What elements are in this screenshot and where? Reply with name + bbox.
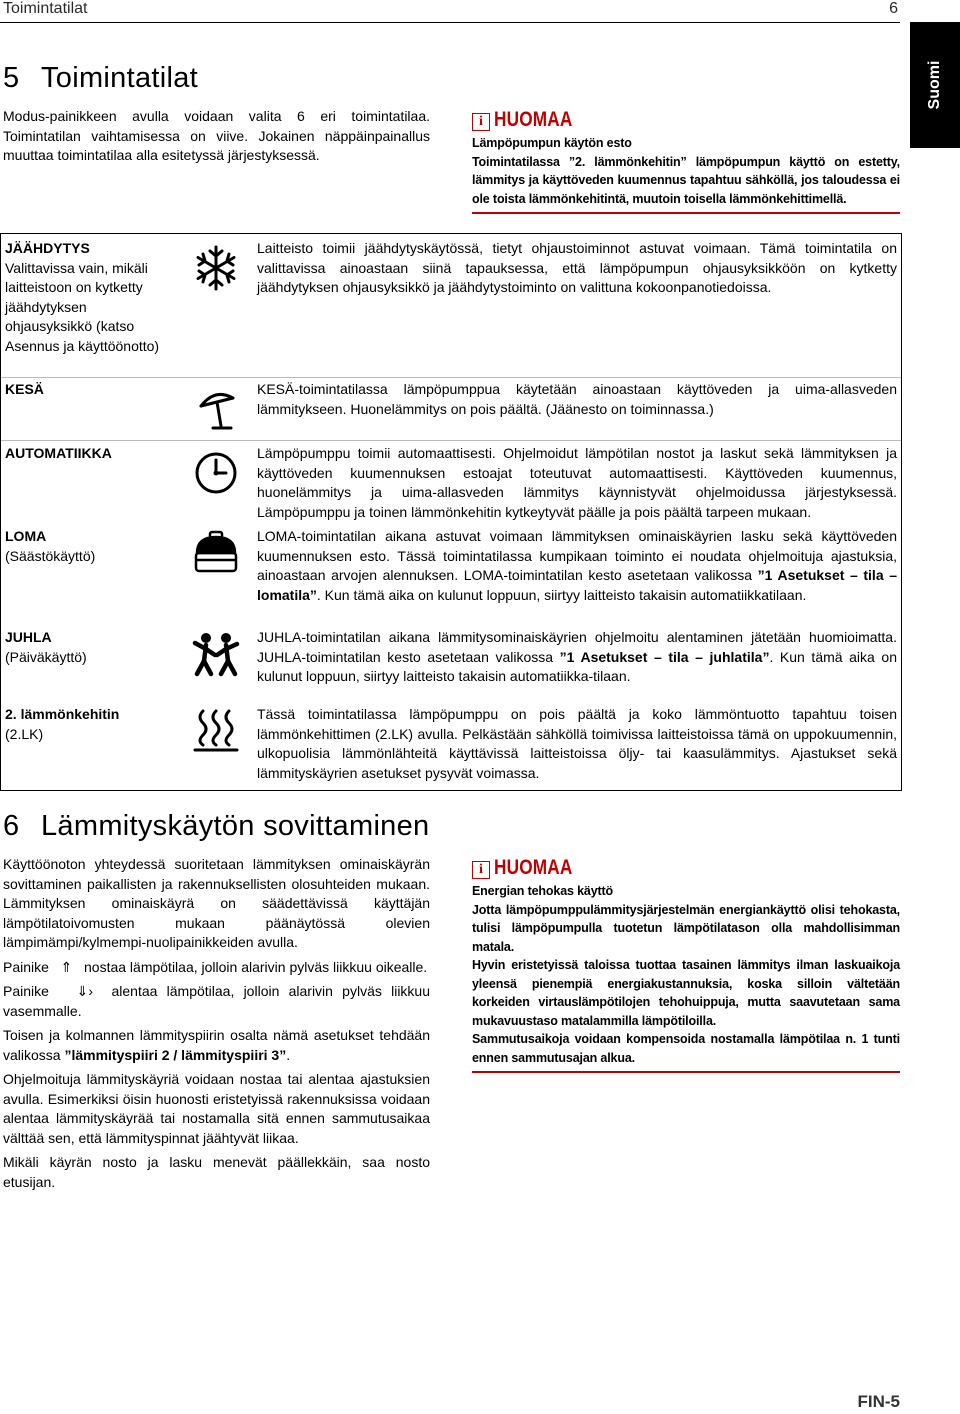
note-energy-efficiency [472,856,900,1073]
running-header [0,0,900,23]
note-body [472,134,900,214]
parasol-icon [191,384,241,434]
mode-title: KESÄ [5,381,44,397]
mode-name [5,444,175,464]
mode-title: 2. lämmönkehitin [5,706,120,722]
menu-path: ”lämmityspiiri 2 / lämmityspiiri 3” [64,1046,287,1063]
text: Toisen ja kolmannen lämmityspiirin osalta nämä asetukset tehdään valikossa [3,1027,430,1063]
mode-name [5,705,175,744]
mode-description [257,628,897,687]
section-6-heading [3,810,429,843]
note-text: Toimintatilassa ”2. lämmönkehitin” lämpöpumpun käyttö on estetty, lämmitys ja käyttöveden kuumennus tapahtuu sähköllä, jos taloudessa ei ole toista lämmönkehitintä, muutoin toisella lämmönkehittimellä. [472,154,900,206]
language-label: Suomi [926,60,943,110]
mode-name [5,239,175,356]
text: alentaa lämpötilaa, jolloin alarivin pylväs liikkuu vasemmalle. [3,983,430,1019]
mode-subtitle: (Säästökäyttö) [5,547,96,564]
mode-description: KESÄ-toimintatilassa lämpöpumppua käytetään ainoastaan käyttöveden ja uima-allasveden lämmitykseen. Huonelämmitys on pois päältä. (Jäänesto on toiminnassa.) [257,381,897,417]
section-6-title: Lämmityskäytön sovittaminen [41,810,430,842]
paragraph: Käyttöönoton yhteydessä suoritetaan lämmityksen ominaiskäyrän sovittaminen paikallisten ja rakennuksellisten olosuhteiden mukaan. Lämmityksen ominaiskäyrä on säädettävissä käyttäjän lämpötilatoivomusten mukaan päänäytössä olevien lämpimämpi/kylmempi-nuolipainikkeiden avulla. [3,856,430,950]
mode-description: Laitteisto toimii jäähdytyskäytössä, tietyt ohjaustoiminnot astuvat voimaan. Tämä toimintatila on valittavissa ainoastaan siinä tapauksessa, että lämpöpumpun ohjausyksikköön on kytketty jäähdytyksen ohjausyksikkö ja jäähdytystoiminto on valittuna kokoonpanotiedoissa. [257,240,897,295]
row-divider [1,377,901,378]
text: Painike [3,983,49,999]
section-5-number: 5 [3,62,20,94]
text: nostaa lämpötilaa, jolloin alarivin pylväs liikkuu oikealle. [84,958,428,975]
note-header [472,108,900,134]
note-operating-block [472,108,900,214]
mode-title: JUHLA [5,629,52,645]
heat-waves-icon [191,705,241,755]
section-6-text [3,855,430,1192]
note-label: HUOMAA [494,108,573,131]
note-text: Sammutusaikoja voidaan kompensoida nostamalla lämpötilaa n. 1 tunti ennen sammutusajan alkua. [472,1032,900,1065]
mode-title: AUTOMATIIKKA [5,445,112,461]
warmer-arrow-icon: ⇑ [60,958,73,975]
mode-description: Tässä toimintatilassa lämpöpumppu on pois päältä ja koko lämmöntuotto tapahtuu toisen lämmönkehittimen (2.LK) avulla. Pelkästään sähköllä toimivissa laitteistoissa tämä on uppokuumennin, ulkopuolisia lämmönlähteitä käyttävissä laitteistoissa öljy- tai kaasulämmitys. Ajastukset sekä lämmityskäyrien asetukset pysyvät voimassa. [257,706,897,781]
mode-description-part: . Kun tämä aika on kulunut loppuun, siirtyy laitteisto takaisin automatiikka-tilaan. [257,648,897,684]
mode-description [257,527,897,605]
row-divider [1,440,901,441]
note-text: Jotta lämpöpumppulämmitysjärjestelmän energiankäyttö olisi tehokasta, tulisi lämpöpumpulla tuotetun lämpötilatason olla mahdollisimman matala. [472,902,900,954]
info-icon: i [472,861,490,879]
section-5-heading [3,62,198,95]
section-5-intro: Modus-painikkeen avulla voidaan valita 6 eri toimintatilaa. Toimintatilan vaihtamisessa on viive. Jokainen näppäinpainallus muuttaa toimintatilaa alla esitetyssä järjestyksessä. [3,108,430,163]
paragraph [3,1026,430,1065]
running-header-page-number: 6 [889,0,898,17]
mode-name [5,380,175,400]
mode-description-part: JUHLA-toimintatilan aikana lämmitysominaiskäyrien ohjelmoitu alentaminen jätetään huomioimatta. JUHLA-toimintatilan kesto asetetaan valikossa [257,629,897,665]
note-subtitle: Energian tehokas käyttö [472,884,614,898]
operating-modes-table [0,233,902,791]
paragraph [3,958,430,978]
menu-path: ”1 Asetukset – tila – lomatila” [257,567,897,603]
mode-name [5,527,175,566]
note-body [472,882,900,1073]
text: . [286,1046,291,1063]
mode-name [5,628,175,667]
mode-description: Lämpöpumppu toimii automaattisesti. Ohjelmoidut lämpötilan nostot ja laskut sekä lämmityksen ja käyttöveden kuumennuksen estoajat toteutuvat automaattisesti. Käyttöveden kuumennus, huonelämmitys ja uima-allasveden lämmitys käynnistyvät ohjelmoidussa järjestyksessä. Lämpöpumppu ja toinen lämmönkehitin kytkeytyvät päälle ja pois päältä tarpeen mukaan. [257,445,897,520]
party-people-icon [191,630,241,680]
mode-subtitle: (2.LK) [5,725,44,742]
mode-subtitle: Valittavissa vain, mikäli laitteistoon on kytketty jäähdytyksen ohjausyksikkö (katso Asennus ja käyttöönotto) [5,259,160,354]
menu-path: ”1 Asetukset – tila – juhlatila” [559,648,770,665]
note-header [472,856,900,882]
note-label: HUOMAA [494,856,573,879]
mode-description-part: . Kun tämä aika on kulunut loppuun, siirtyy laitteisto takaisin automatiikkatilaan. [316,586,807,603]
running-header-title: Toimintatilat [3,0,88,17]
note-subtitle: Lämpöpumpun käytön esto [472,136,632,150]
info-icon: i [472,113,490,131]
note-text: Hyvin eristetyissä taloissa tuottaa tasainen lämmitys ilman laskuaikoja yleensä pienempiä energiakustannuksia, koska silloin vältetään korkeiden virtauslämpötilojen tehohuippuja, mutta saavutetaan sama mukavuustaso matalammilla lämpötiloilla. [472,958,900,1028]
snowflake-icon [191,243,241,293]
section-6-number: 6 [3,810,20,842]
suitcase-icon [191,527,241,577]
mode-subtitle: (Päiväkäyttö) [5,648,87,665]
section-5-title: Toimintatilat [41,62,199,94]
text: Painike [3,958,49,975]
mode-title: JÄÄHDYTYS [5,240,90,256]
clock-icon [191,448,241,498]
paragraph: Mikäli käyrän nosto ja lasku menevät päällekkäin, saa nosto etusijan. [3,1154,430,1190]
mode-description-part: LOMA-toimintatilan aikana astuvat voimaan lämmityksen ominaiskäyrien lasku sekä käyttöveden kuumennuksen esto. Tässä toimintatilassa kumpikaan toiminto ei noudata ohjelmoituja ajastuksia, ainoastaan arvojen alennuksen. LOMA-toimintatilan kesto asetetaan valikossa [257,528,897,583]
language-side-tab [910,22,960,148]
mode-title: LOMA [5,528,47,544]
colder-arrow-icon: ⇓› [76,983,94,999]
page-footer-number: FIN-5 [857,1392,900,1411]
paragraph: Ohjelmoituja lämmityskäyriä voidaan nostaa tai alentaa ajastuksien avulla. Esimerkiksi öisin huonosti eristetyissä rakennuksissa voidaan alentaa lämmityskäyrää tai nostamalla sitä ennen sammutusaikaa välttää sen, että lämmityspinnat jäähtyvät liikaa. [3,1071,430,1146]
paragraph [3,982,430,1021]
